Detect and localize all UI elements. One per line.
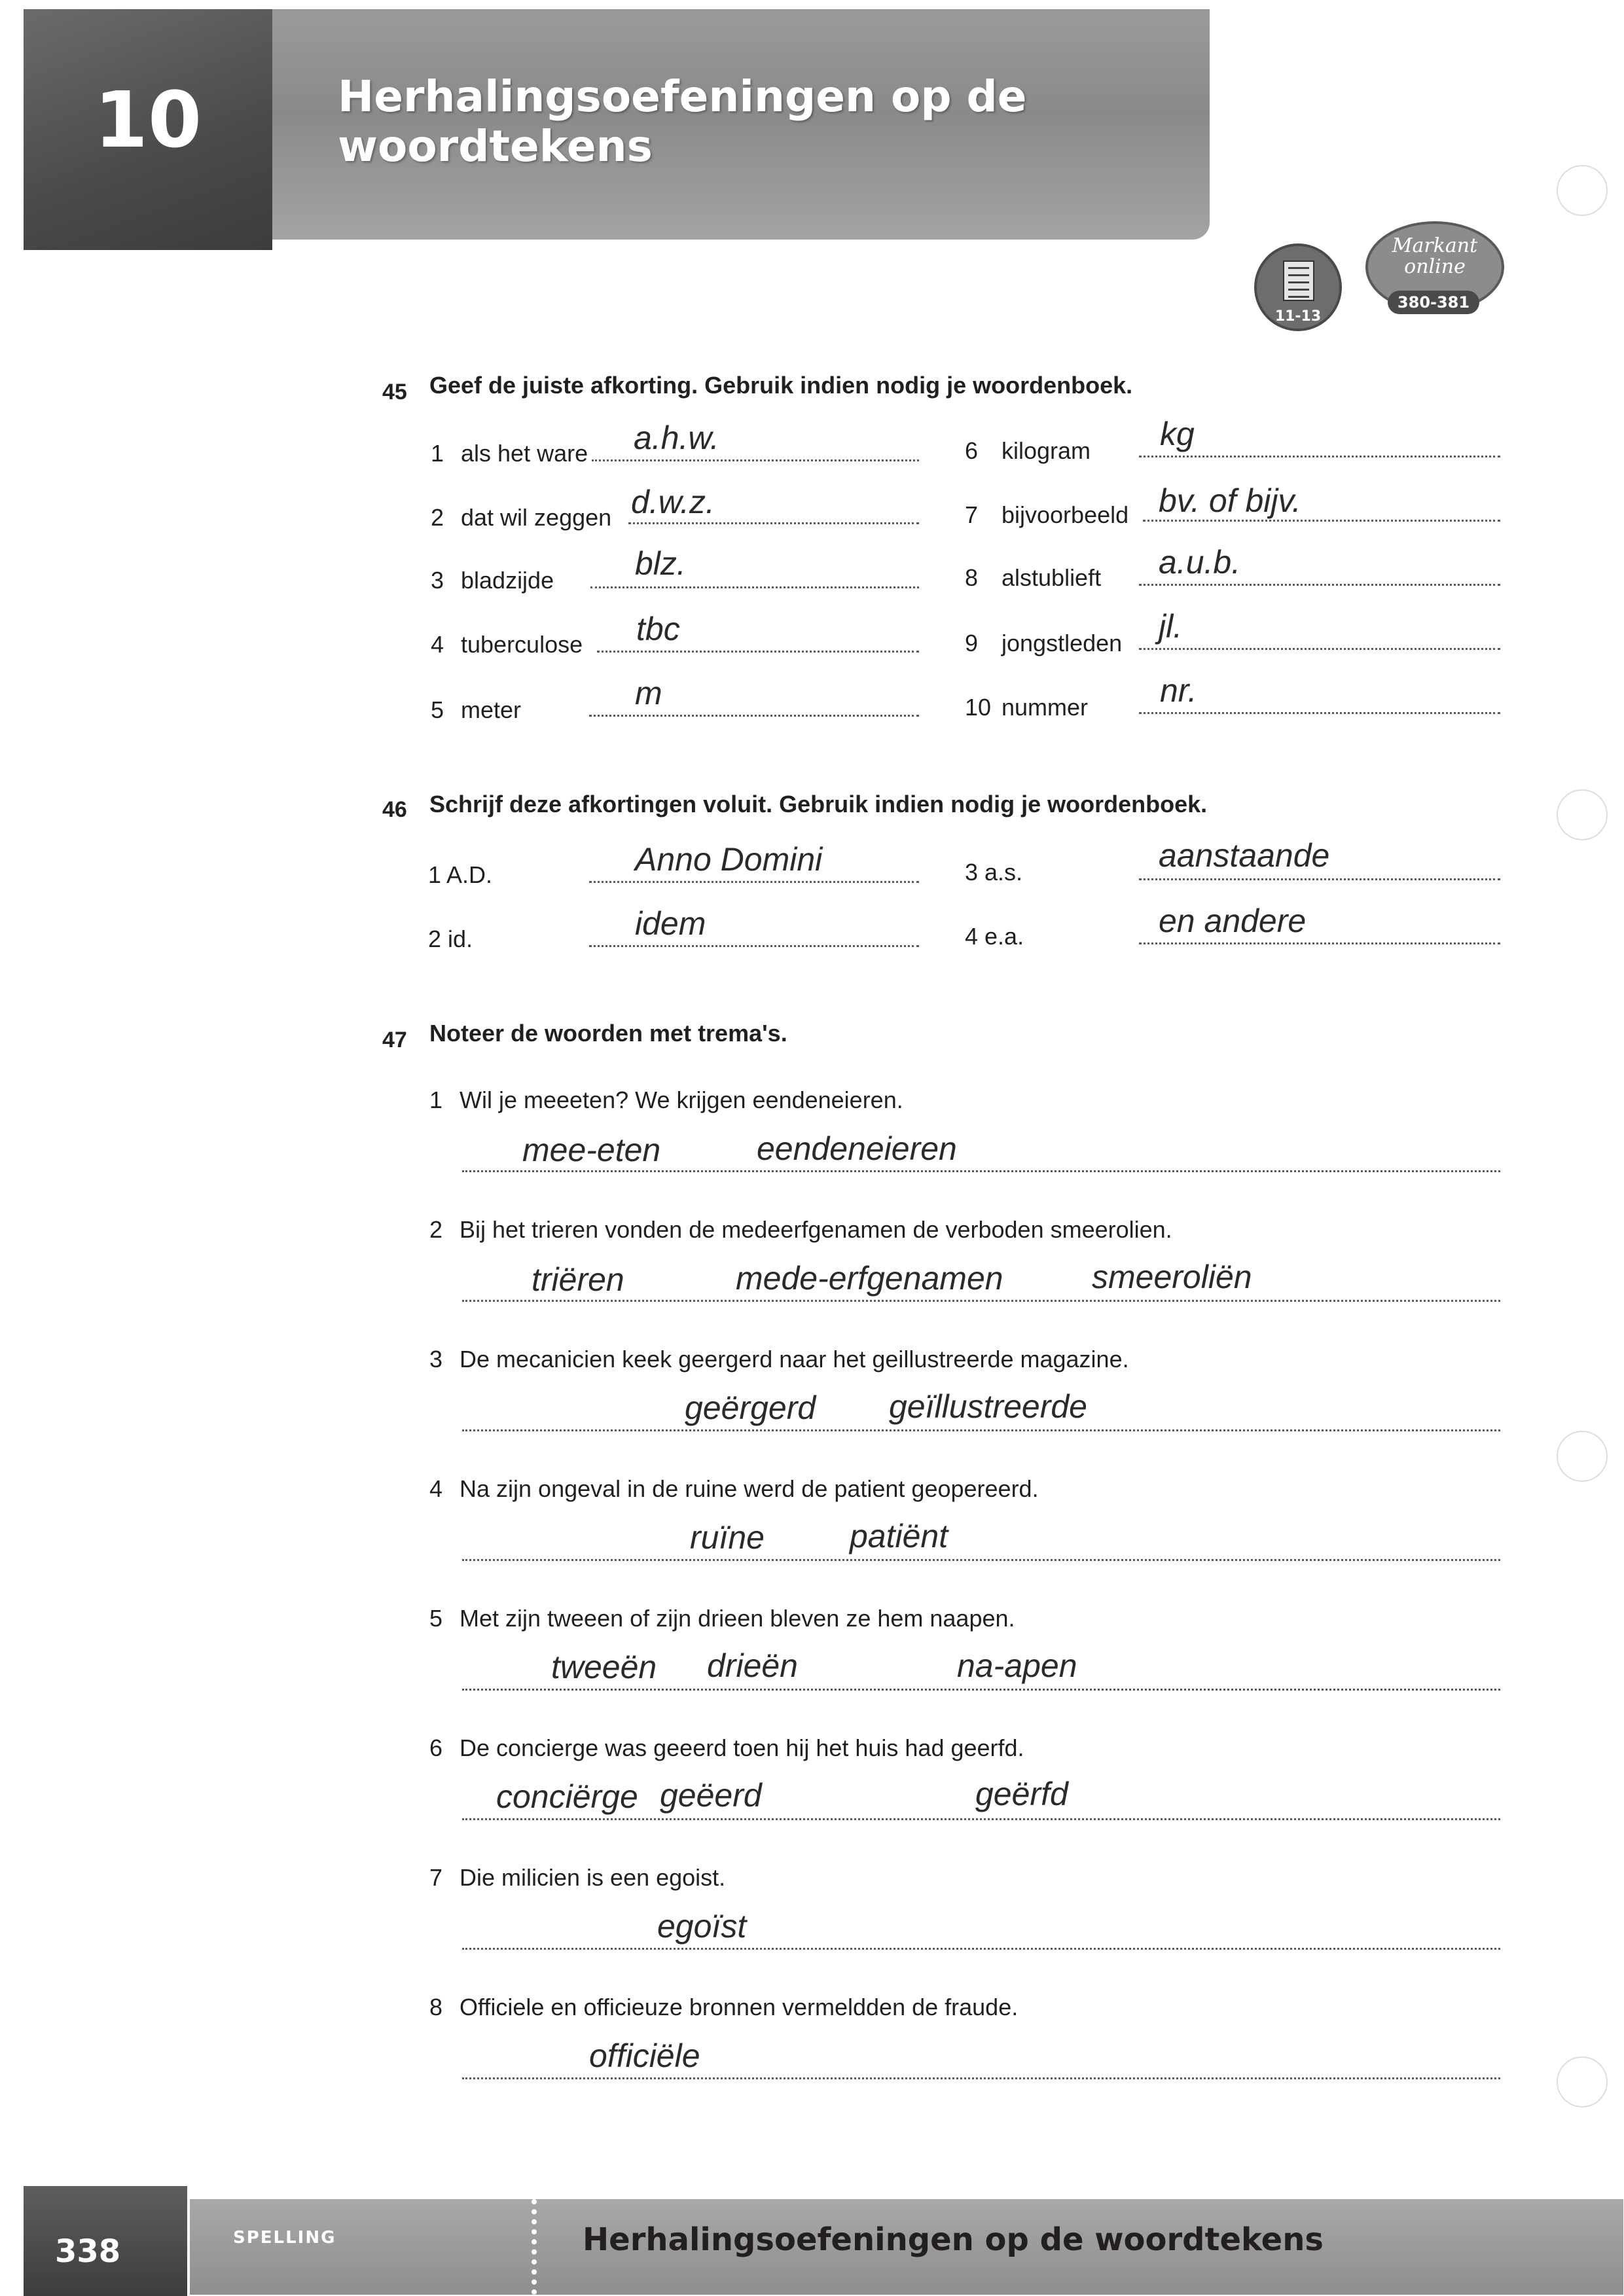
ex47-item-num: 8 <box>429 1994 443 2020</box>
markant-online-line2: online <box>1404 255 1466 278</box>
ex47-answer-line <box>462 1429 1500 1431</box>
ex45-answer-line <box>590 586 919 588</box>
ex47-answer[interactable]: mee-eten <box>522 1132 661 1168</box>
ex47-answer[interactable]: egoïst <box>657 1908 747 1945</box>
markant-online-text <box>1368 236 1502 278</box>
ex47-answer[interactable]: drieën <box>707 1647 798 1684</box>
exercise-47-instruction: Noteer de woorden met trema's. <box>429 1020 787 1047</box>
ex47-answer[interactable]: patiënt <box>850 1518 948 1554</box>
ex45-answer[interactable]: m <box>635 675 662 711</box>
ex45-item-num: 4 <box>431 631 444 658</box>
ex45-answer-line <box>592 459 919 461</box>
punch-hole <box>1557 1431 1608 1482</box>
ex45-item-num: 6 <box>965 437 979 464</box>
ex45-item-label: meter <box>461 696 522 723</box>
ex47-answer-line <box>462 1170 1500 1172</box>
exercise-47-number: 47 <box>382 1028 407 1052</box>
ex47-answer[interactable]: geërfd <box>975 1776 1068 1812</box>
markant-online-line1: Markant <box>1392 234 1478 257</box>
ex47-sentence: Officiele en officieuze bronnen vermeldden de fraude. <box>460 1994 1019 2020</box>
ex47-sentence: Met zijn tweeen of zijn drieen bleven ze hem naapen. <box>460 1605 1015 1632</box>
ex45-answer-line <box>589 715 919 717</box>
footer-section: SPELLING <box>233 2228 336 2248</box>
ex46-item-label: 2 id. <box>428 925 473 952</box>
page-title-line1: Herhalingsoefeningen op de <box>338 71 1027 122</box>
ex45-answer-line <box>628 522 919 524</box>
ex47-answer[interactable]: smeeroliën <box>1092 1259 1252 1295</box>
ex47-answer[interactable]: geëerd <box>660 1777 762 1814</box>
ex45-answer[interactable]: nr. <box>1160 672 1197 709</box>
ex47-sentence: De mecanicien keek geergerd naar het geillustreerde magazine. <box>460 1346 1129 1372</box>
ex47-sentence: Die milicien is een egoist. <box>460 1864 726 1891</box>
ex45-item-label: bladzijde <box>461 567 554 594</box>
ex47-answer[interactable]: na-apen <box>957 1647 1077 1684</box>
ex47-item-num: 2 <box>429 1216 443 1243</box>
ex47-answer-line <box>462 1948 1500 1950</box>
ex46-answer[interactable]: idem <box>635 905 706 942</box>
ex46-answer[interactable]: en andere <box>1159 903 1307 939</box>
ex45-item-label: dat wil zeggen <box>461 504 612 531</box>
markant-online-badge <box>1365 221 1504 313</box>
ex47-item-num: 1 <box>429 1086 443 1113</box>
ex47-item-num: 4 <box>429 1475 443 1502</box>
ex47-answer[interactable]: conciërge <box>496 1778 638 1815</box>
ex45-answer[interactable]: kg <box>1160 416 1195 452</box>
ex46-item-label: 3 a.s. <box>965 859 1023 886</box>
ex46-item-label: 1 A.D. <box>428 861 493 888</box>
ex45-item-label: bijvoorbeeld <box>1001 501 1129 528</box>
ex47-answer-line <box>462 1300 1500 1302</box>
markant-online-code: 380-381 <box>1388 291 1479 314</box>
ex45-item-num: 9 <box>965 630 979 656</box>
exercise-45-number: 45 <box>382 380 407 404</box>
ex45-answer-line <box>1143 520 1500 522</box>
ex45-item-num: 1 <box>431 440 444 467</box>
page-title-line2: woordtekens <box>338 121 653 171</box>
ex47-answer-line <box>462 2077 1500 2079</box>
ex46-answer-line <box>589 881 919 883</box>
footer-divider <box>532 2199 537 2295</box>
ex47-answer-line <box>462 1689 1500 1691</box>
ex47-answer[interactable]: geërgerd <box>685 1390 816 1426</box>
ex45-item-label: tuberculose <box>461 631 583 658</box>
ex47-answer[interactable]: tweeën <box>551 1649 657 1685</box>
ex45-item-label: als het ware <box>461 440 588 467</box>
footer-title: Herhalingsoefeningen op de woordtekens <box>583 2221 1324 2258</box>
ex45-item-label: nummer <box>1001 694 1089 721</box>
ex47-item-num: 6 <box>429 1734 443 1761</box>
document-icon <box>1283 260 1314 301</box>
ex45-answer-line <box>1139 712 1500 714</box>
exercise-46-instruction: Schrijf deze afkortingen voluit. Gebruik indien nodig je woordenboek. <box>429 791 1208 817</box>
punch-hole <box>1557 165 1608 216</box>
ex45-answer[interactable]: jl. <box>1159 608 1183 645</box>
ex47-answer[interactable]: geïllustreerde <box>889 1388 1087 1425</box>
ex45-answer-line <box>1139 456 1500 457</box>
page-number: 338 <box>55 2233 121 2270</box>
ex45-answer[interactable]: d.w.z. <box>631 484 715 520</box>
ex45-item-num: 2 <box>431 504 444 531</box>
exercise-45-instruction: Geef de juiste afkorting. Gebruik indien nodig je woordenboek. <box>429 372 1133 399</box>
page-title <box>338 72 1123 171</box>
ex47-answer-line <box>462 1818 1500 1820</box>
ex45-answer[interactable]: a.u.b. <box>1159 544 1241 581</box>
chapter-number: 10 <box>94 75 202 165</box>
ex45-answer[interactable]: bv. of bijv. <box>1159 482 1301 519</box>
ex47-answer[interactable]: ruïne <box>690 1519 765 1556</box>
ex45-item-num: 7 <box>965 501 979 528</box>
ex47-answer[interactable]: officiële <box>589 2037 700 2074</box>
ex46-answer[interactable]: Anno Domini <box>635 841 823 878</box>
chapter-number-box <box>24 9 272 250</box>
ex45-item-label: alstublieft <box>1001 564 1102 591</box>
ex46-answer-line <box>1139 878 1500 880</box>
ex46-answer[interactable]: aanstaande <box>1159 837 1330 874</box>
ex47-item-num: 7 <box>429 1864 443 1891</box>
ex47-sentence: Na zijn ongeval in de ruine werd de patient geopereerd. <box>460 1475 1039 1502</box>
ex47-sentence: Wil je meeeten? We krijgen eendeneieren. <box>460 1086 903 1113</box>
ex47-sentence: De concierge was geeerd toen hij het huis had geerfd. <box>460 1734 1024 1761</box>
ex45-answer[interactable]: a.h.w. <box>634 420 719 456</box>
ex47-answer[interactable]: mede-erfgenamen <box>736 1260 1003 1297</box>
punch-hole <box>1557 789 1608 840</box>
ex45-answer[interactable]: tbc <box>636 611 680 647</box>
punch-hole <box>1557 2056 1608 2108</box>
ex45-answer-line <box>1139 648 1500 650</box>
ex45-answer[interactable]: blz. <box>635 545 686 582</box>
workbook-reference-badge <box>1254 243 1342 331</box>
ex47-answer[interactable]: eendeneieren <box>757 1130 957 1167</box>
ex46-answer-line <box>589 945 919 947</box>
ex47-item-num: 3 <box>429 1346 443 1372</box>
exercise-46-number: 46 <box>382 797 407 822</box>
ex47-answer[interactable]: triëren <box>532 1261 624 1298</box>
ex45-answer-line <box>597 651 919 653</box>
ex47-sentence: Bij het trieren vonden de medeerfgenamen de verboden smeerolien. <box>460 1216 1172 1243</box>
ex47-answer-line <box>462 1559 1500 1561</box>
workbook-reference-code: 11-13 <box>1274 308 1322 325</box>
ex47-item-num: 5 <box>429 1605 443 1632</box>
ex45-item-label: jongstleden <box>1001 630 1123 656</box>
ex45-answer-line <box>1139 584 1500 586</box>
ex46-answer-line <box>1139 942 1500 944</box>
ex45-item-num: 3 <box>431 567 444 594</box>
ex45-item-num: 8 <box>965 564 979 591</box>
ex46-item-label: 4 e.a. <box>965 923 1024 950</box>
ex45-item-label: kilogram <box>1001 437 1091 464</box>
ex45-item-num: 5 <box>431 696 444 723</box>
ex45-item-num: 10 <box>965 694 992 721</box>
